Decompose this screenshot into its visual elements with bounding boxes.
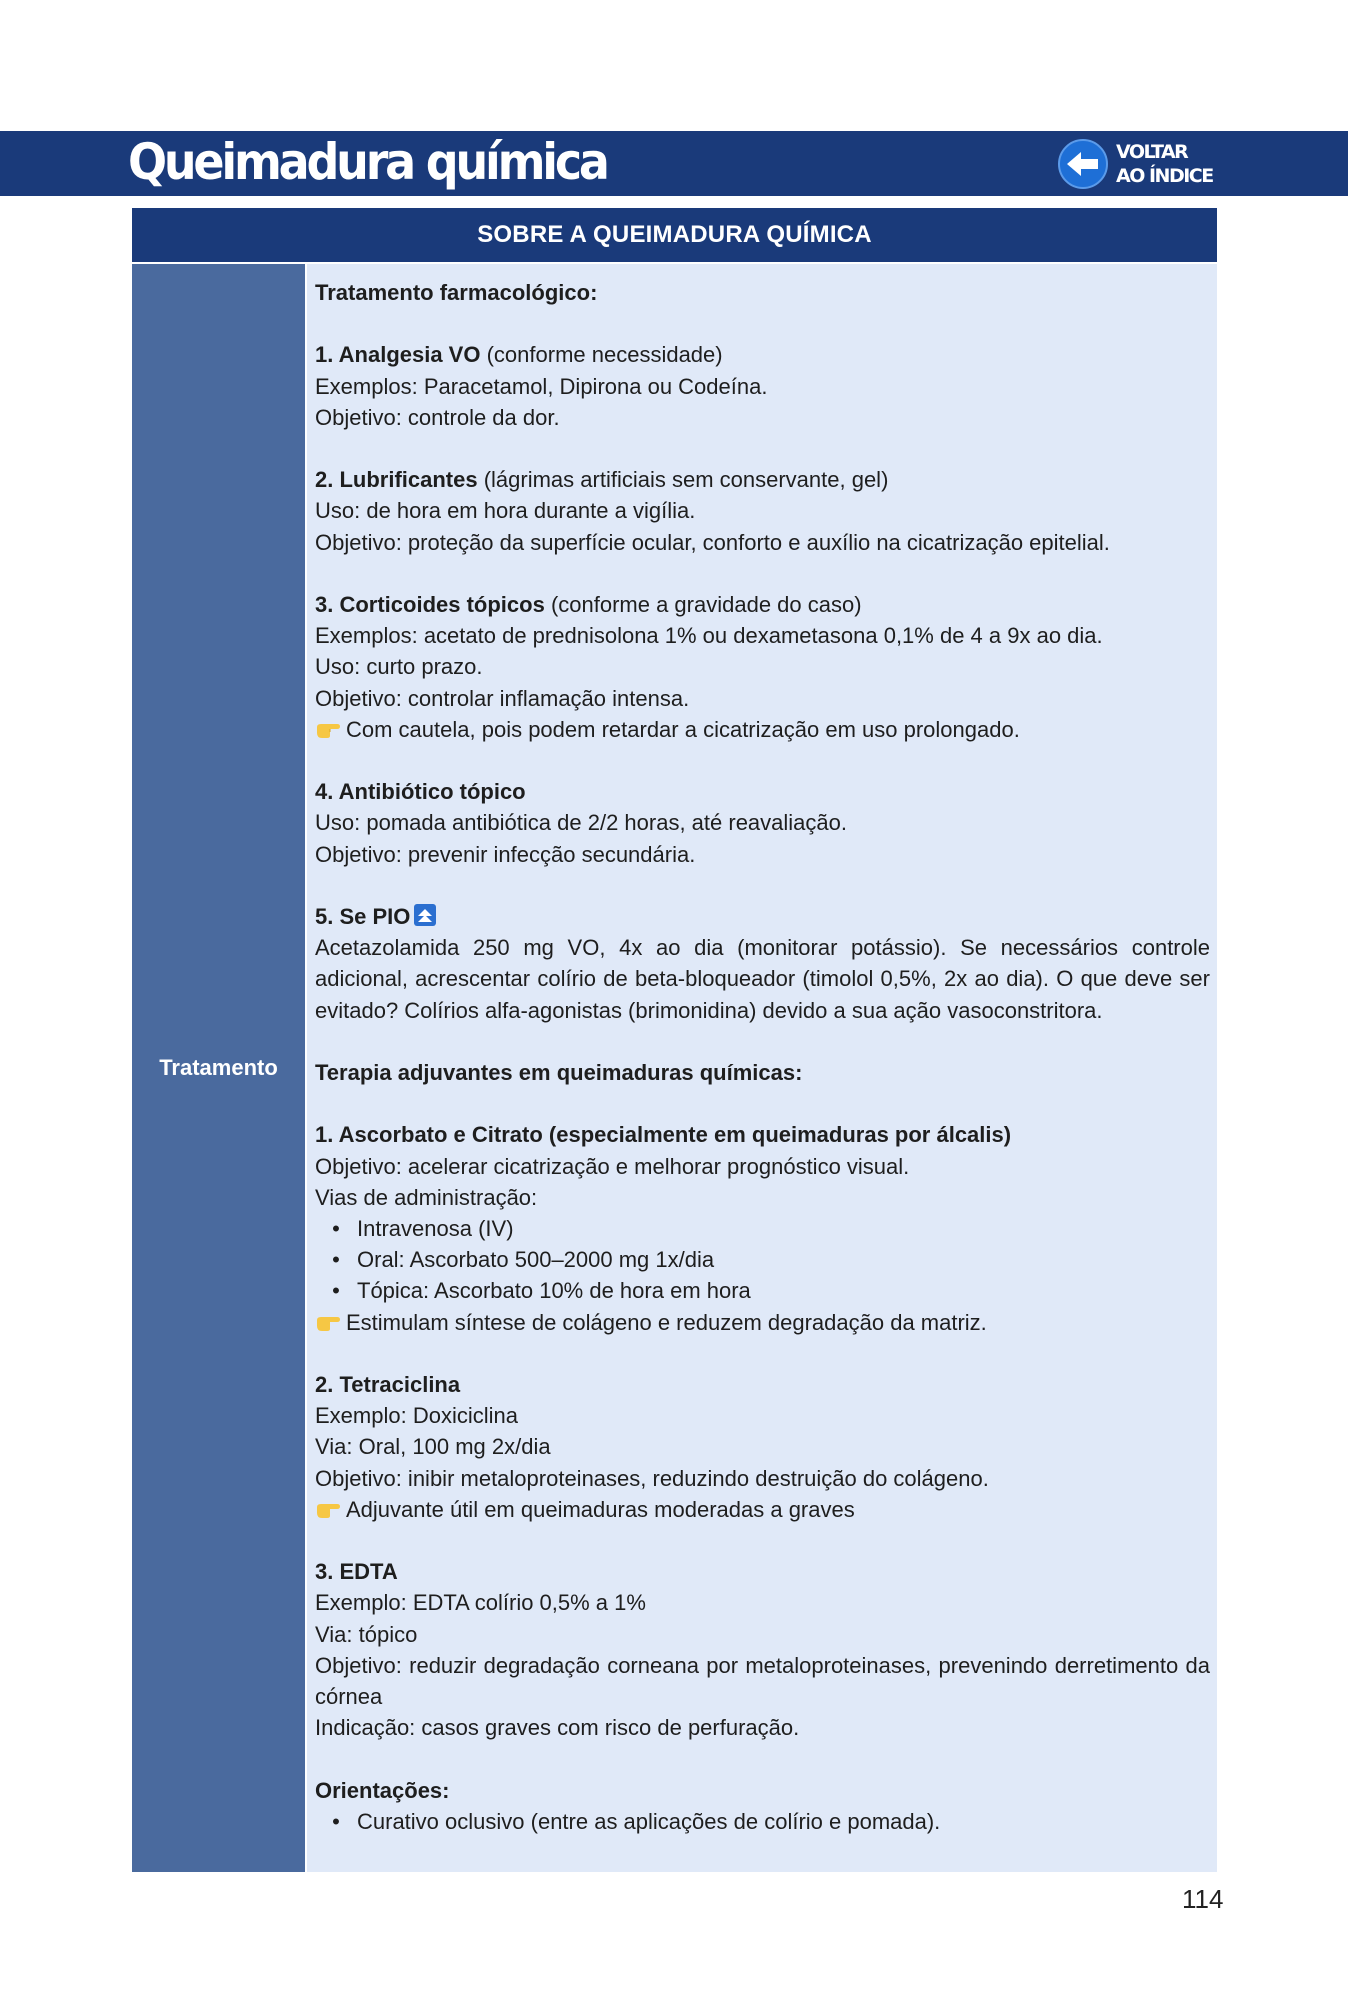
tetracycline-title: 2. Tetraciclina: [315, 1371, 461, 1397]
antibiotic-use: Uso: pomada antibiótica de 2/2 horas, até reavaliação.: [315, 810, 847, 836]
ascorbate-routes-label: Vias de administração:: [315, 1184, 538, 1210]
pointing-hand-icon: [315, 1311, 342, 1333]
tetracycline-route: Via: Oral, 100 mg 2x/dia: [315, 1434, 551, 1460]
pio-text: Acetazolamida 250 mg VO, 4x ao dia (monitorar potássio). Se necessários controle adicional, acrescentar colírio de beta-bloqueador (timolol 0,5%, 2x ao dia). O que deve ser evitado? Colírios alfa-agonistas (brimonidina) devido a sua ação vasoconstritora.: [315, 935, 1210, 1023]
page-number: 114: [1182, 1884, 1224, 1914]
ascorbate-note-line: [315, 1307, 1210, 1338]
corticoids-objective: Objetivo: controlar inflamação intensa.: [315, 685, 690, 711]
antibiotic-objective: Objetivo: prevenir infecção secundária.: [315, 841, 696, 867]
lubricants-title: 2. Lubrificantes: [315, 467, 478, 493]
list-item: • Curativo oclusivo (entre as aplicações de colírio e pomada).: [315, 1806, 1210, 1837]
route-item: Tópica: Ascorbato 10% de hora em hora: [357, 1278, 751, 1304]
ascorbate-objective: Objetivo: acelerar cicatrização e melhorar prognóstico visual.: [315, 1153, 910, 1179]
lubricants-title-line: [315, 464, 1210, 495]
pio-title-line: [315, 901, 1210, 932]
route-item: Oral: Ascorbato 500–2000 mg 1x/dia: [357, 1247, 715, 1273]
list-item: • Oral: Ascorbato 500–2000 mg 1x/dia: [315, 1244, 1210, 1275]
analgesia-title: 1. Analgesia VO: [315, 342, 481, 368]
analgesia-note: (conforme necessidade): [480, 342, 723, 368]
ascorbate-note: Estimulam síntese de colágeno e reduzem degradação da matriz.: [346, 1309, 987, 1335]
lubricants-objective: Objetivo: proteção da superfície ocular, conforto e auxílio na cicatrização epitelial.: [315, 529, 1110, 555]
tetracycline-example: Exemplo: Doxiciclina: [315, 1403, 518, 1429]
pio-title: 5. Se PIO: [315, 903, 411, 929]
table-title: SOBRE A QUEIMADURA QUÍMICA: [132, 208, 1217, 262]
pointing-hand-icon: [315, 718, 342, 740]
antibiotic-title: 4. Antibiótico tópico: [315, 779, 526, 805]
analgesia-title-line: [315, 339, 1210, 370]
row-label: Tratamento: [159, 1055, 278, 1080]
corticoids-note: (conforme a gravidade do caso): [544, 591, 862, 617]
list-item: • Tópica: Ascorbato 10% de hora em hora: [315, 1275, 1210, 1306]
route-item: Intravenosa (IV): [357, 1215, 514, 1241]
arrow-left-icon: [1058, 139, 1108, 189]
corticoids-use: Uso: curto prazo.: [315, 654, 483, 680]
corticoids-examples: Exemplos: acetato de prednisolona 1% ou dexametasona 0,1% de 4 a 9x ao dia.: [315, 623, 1103, 649]
content-cell: [307, 264, 1217, 1872]
info-table: [132, 208, 1217, 1872]
edta-example: Exemplo: EDTA colírio 0,5% a 1%: [315, 1590, 646, 1616]
edta-title: 3. EDTA: [315, 1559, 398, 1585]
corticoids-warning-line: [315, 714, 1210, 745]
edta-objective: Objetivo: reduzir degradação corneana por metaloproteinases, prevenindo derretimento da córnea: [315, 1652, 1210, 1709]
guidance-title: Orientações:: [315, 1777, 450, 1803]
analgesia-examples: Exemplos: Paracetamol, Dipirona ou Codeína.: [315, 373, 768, 399]
tetracycline-note: Adjuvante útil em queimaduras moderadas a graves: [346, 1496, 855, 1522]
adjuvant-heading: Terapia adjuvantes em queimaduras químicas:: [315, 1059, 803, 1085]
edta-route: Via: tópico: [315, 1621, 418, 1647]
row-label-cell: [132, 264, 305, 1872]
pointing-hand-icon: [315, 1498, 342, 1520]
edta-indication: Indicação: casos graves com risco de perfuração.: [315, 1715, 800, 1741]
up-arrow-icon: [414, 904, 436, 926]
tetracycline-objective: Objetivo: inibir metaloproteinases, reduzindo destruição do colágeno.: [315, 1465, 989, 1491]
back-to-index-button[interactable]: [1058, 136, 1218, 192]
lubricants-note: (lágrimas artificiais sem conservante, gel): [477, 467, 889, 493]
corticoids-title-line: [315, 589, 1210, 620]
back-to-index-label: VOLTAR AO ÍNDICE: [1116, 141, 1213, 187]
page-title: Queimadura química: [128, 133, 607, 191]
lubricants-use: Uso: de hora em hora durante a vigília.: [315, 498, 696, 524]
analgesia-objective: Objetivo: controle da dor.: [315, 404, 560, 430]
corticoids-title: 3. Corticoides tópicos: [315, 591, 545, 617]
list-item: • Intravenosa (IV): [315, 1213, 1210, 1244]
corticoids-warning: Com cautela, pois podem retardar a cicatrização em uso prolongado.: [346, 716, 1020, 742]
ascorbate-title: 1. Ascorbato e Citrato (especialmente em queimaduras por álcalis): [315, 1122, 1012, 1148]
tetracycline-note-line: [315, 1494, 1210, 1525]
pharm-heading: Tratamento farmacológico:: [315, 280, 598, 305]
guidance-item: Curativo oclusivo (entre as aplicações de colírio e pomada).: [357, 1808, 941, 1834]
